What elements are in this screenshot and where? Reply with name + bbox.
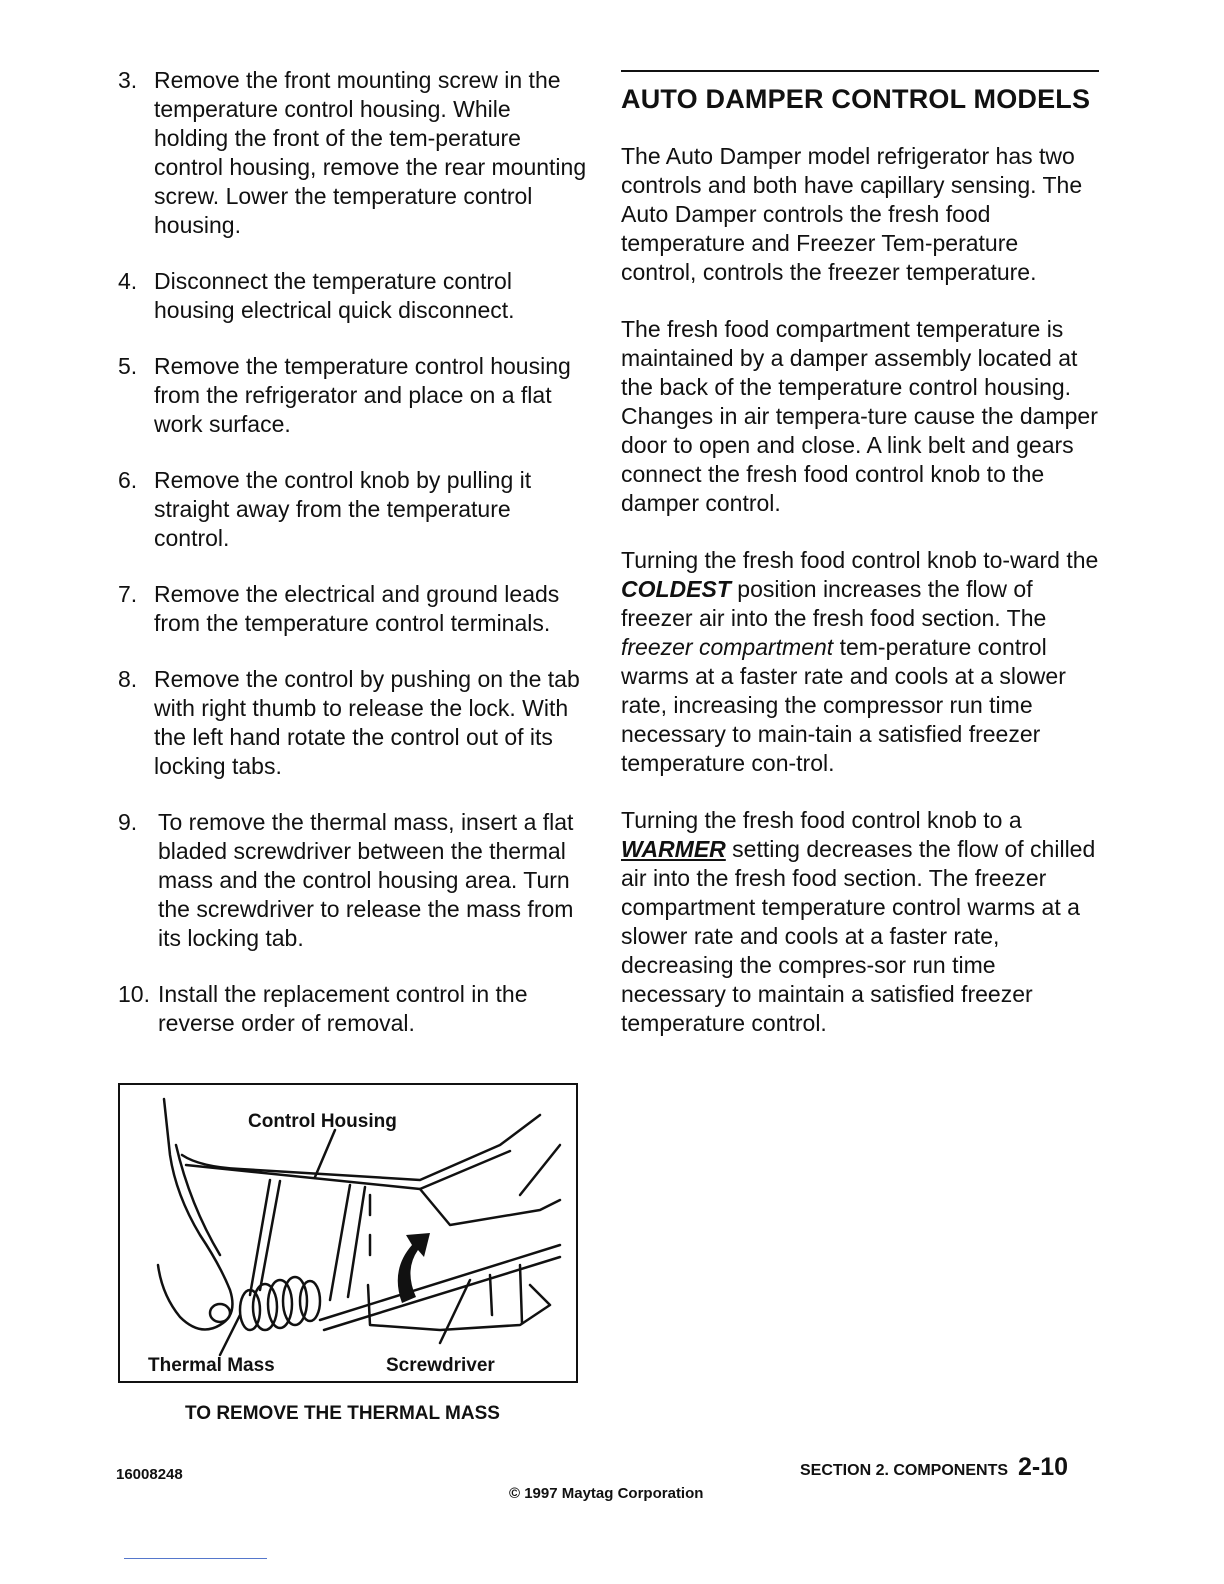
- step-text: Disconnect the temperature control housing electrical quick disconnect.: [154, 268, 515, 323]
- step-text: Install the replacement control in the reverse order of removal.: [158, 981, 528, 1036]
- paragraph-intro: The Auto Damper model refrigerator has two controls and both have capillary sensing. The Auto Damper controls the fresh food temperature and Freezer Tem-perature control, controls the freezer temperature.: [621, 143, 1083, 285]
- section-footer: [800, 1453, 1068, 1482]
- copyright: © 1997 Maytag Corporation: [509, 1485, 704, 1502]
- text: Turning the fresh food control knob to-ward the: [621, 547, 1099, 573]
- step-5: [118, 352, 588, 439]
- warmer-emphasis: WARMER: [621, 836, 726, 862]
- page-number: 2-10: [1018, 1453, 1069, 1481]
- label-control-housing: Control Housing: [248, 1111, 397, 1132]
- procedure-steps: [118, 66, 588, 1065]
- paragraph-coldest: [621, 546, 1099, 778]
- step-10: [118, 980, 588, 1038]
- paragraph-warmer: [621, 806, 1099, 1038]
- text: tem-perature control warms at a faster rate and cools at a slower rate, increasing the compressor run time necessary to main-tain a satisfied freezer temperature con-trol.: [621, 634, 1066, 776]
- step-number: 8.: [118, 666, 138, 692]
- italic-term: freezer compartment: [621, 634, 834, 660]
- step-text: Remove the control by pushing on the tab with right thumb to release the lock. With the left hand rotate the control out of its locking tabs.: [154, 666, 580, 779]
- section-rule: [621, 70, 1099, 72]
- auto-damper-section: [621, 70, 1099, 1066]
- step-text: Remove the electrical and ground leads from the temperature control terminals.: [154, 581, 560, 636]
- step-text: Remove the temperature control housing from the refrigerator and place on a flat work surface.: [154, 353, 571, 437]
- step-number: 10.: [118, 981, 150, 1007]
- text: setting decreases the flow of chilled air into the fresh food section. The freezer compartment temperature control warms at a slower rate and cools at a faster rate, decreasing the compres-sor run time necessary to maintain a satisfied freezer temperature control.: [621, 836, 1096, 1036]
- label-thermal-mass: Thermal Mass: [148, 1355, 275, 1376]
- step-8: [118, 665, 588, 781]
- step-7: [118, 580, 588, 638]
- step-number: 5.: [118, 353, 138, 379]
- step-3: [118, 66, 588, 240]
- step-text: To remove the thermal mass, insert a flat bladed screwdriver between the thermal mass and the control housing area. Turn the screwdriver to release the mass from its locking tab.: [158, 809, 574, 951]
- step-4: [118, 267, 588, 325]
- paragraph-damper: The fresh food compartment temperature is maintained by a damper assembly located at the back of the temperature control housing. Changes in air tempera-ture cause the damper door to open and close. A link belt and gears connect the fresh food control knob to the damper control.: [621, 316, 1098, 516]
- section-label: SECTION 2. COMPONENTS: [800, 1462, 1009, 1479]
- label-screwdriver: Screwdriver: [386, 1355, 495, 1376]
- step-number: 7.: [118, 581, 138, 607]
- figure-caption: TO REMOVE THE THERMAL MASS: [185, 1403, 500, 1424]
- divider: [124, 1558, 267, 1559]
- step-6: [118, 466, 588, 553]
- coldest-emphasis: COLDEST: [621, 576, 731, 602]
- section-heading: AUTO DAMPER CONTROL MODELS: [621, 84, 1091, 114]
- text: position increases the flow of freezer air into the fresh food section. The: [621, 576, 1047, 631]
- document-number: 16008248: [116, 1466, 183, 1483]
- step-number: 9.: [118, 809, 138, 835]
- thermal-mass-figure: [118, 1083, 578, 1383]
- step-number: 3.: [118, 67, 138, 93]
- step-9: [118, 808, 588, 953]
- step-number: 4.: [118, 268, 138, 294]
- step-number: 6.: [118, 467, 138, 493]
- step-text: Remove the control knob by pulling it straight away from the temperature control.: [154, 467, 532, 551]
- text: Turning the fresh food control knob to a: [621, 807, 1022, 833]
- step-text: Remove the front mounting screw in the temperature control housing. While holding the front of the tem-perature control housing, remove the rear mounting screw. Lower the temperature control housing.: [154, 67, 587, 238]
